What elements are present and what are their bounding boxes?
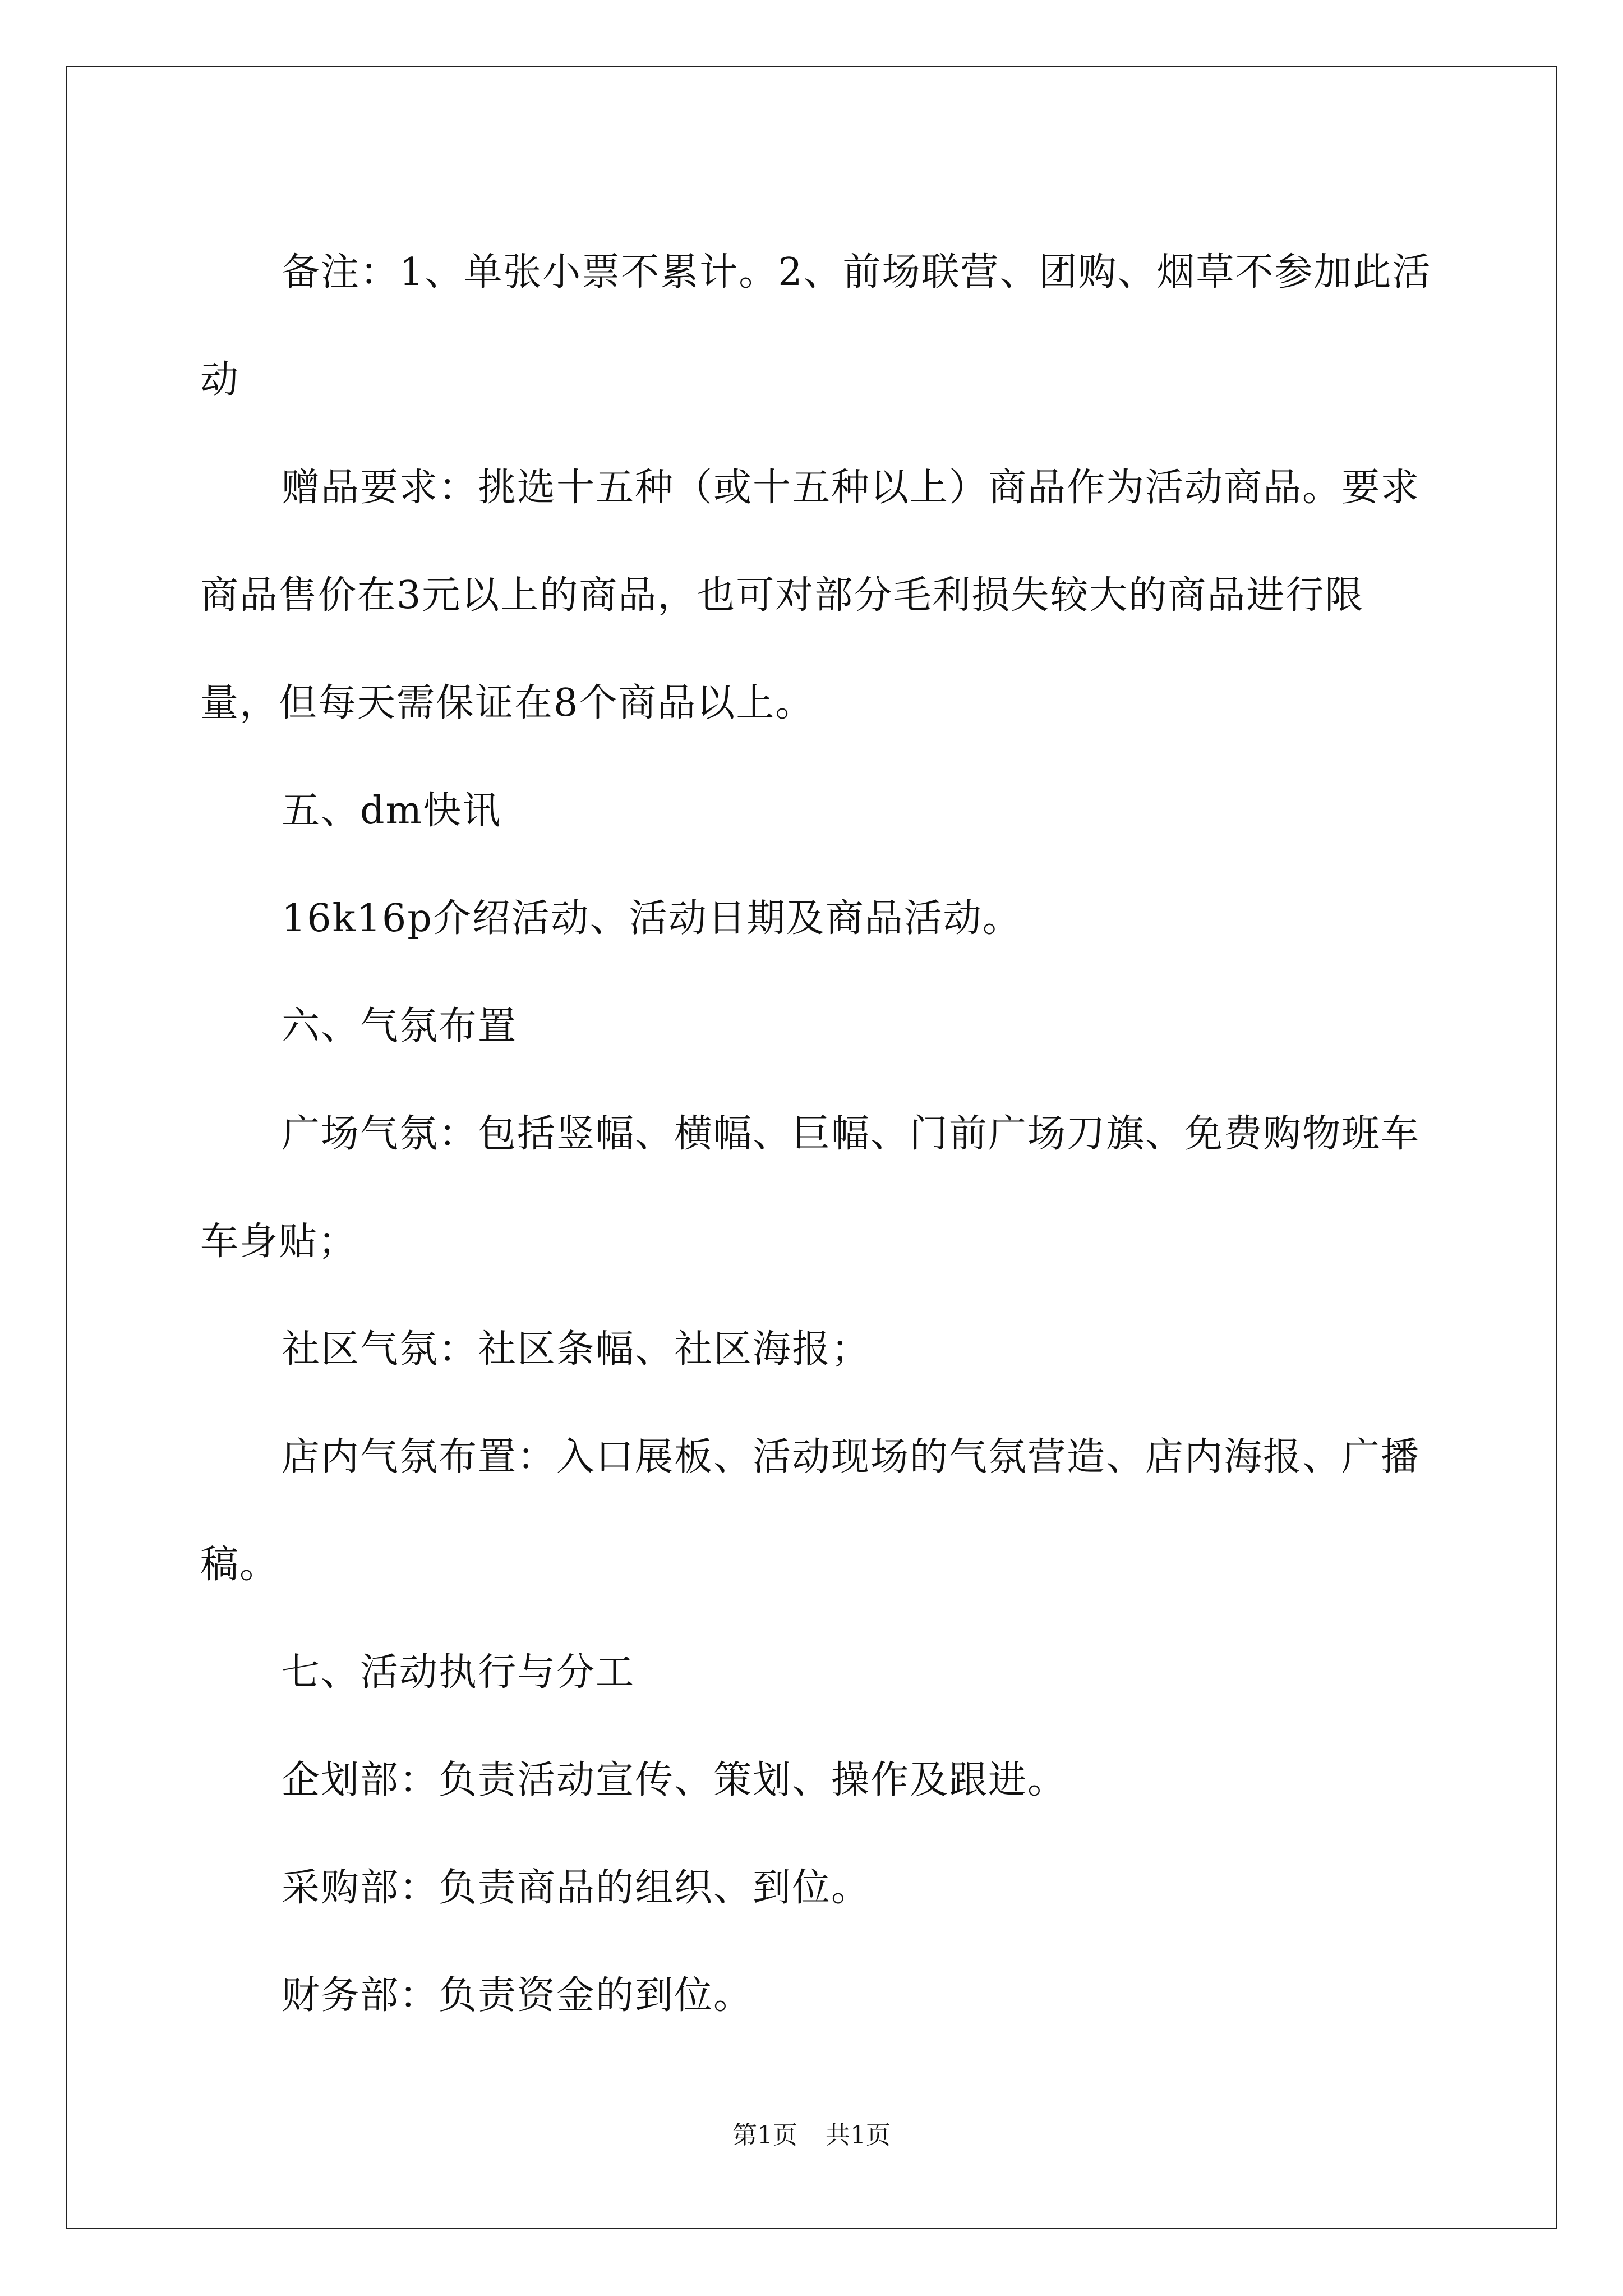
page-number-total: 共1页 (826, 2121, 891, 2150)
paragraph-store-atmosphere: 店内气氛布置：入口展板、活动现场的气氛营造、店内海报、广播稿。 (200, 1435, 1421, 1587)
page-footer (0, 2115, 1623, 2151)
paragraph-gift-requirements: 赠品要求：挑选十五种（或十五种以上）商品作为活动商品。要求商品售价在3元以上的商品，也可对部分毛利损失较大的商品进行限量，但每天需保证在8个商品以上。 (200, 466, 1421, 725)
paragraph-planning-dept: 企划部：负责活动宣传、策划、操作及跟进。 (282, 1758, 1067, 1802)
paragraph-community-atmosphere: 社区气氛：社区条幅、社区海报； (282, 1327, 871, 1372)
paragraph-dm-details: 16k16p介绍活动、活动日期及商品活动。 (282, 896, 1022, 941)
paragraph-remarks: 备注：1、单张小票不累计。2、前场联营、团购、烟草不参加此活动 (200, 250, 1432, 402)
paragraph-square-atmosphere: 广场气氛：包括竖幅、横幅、巨幅、门前广场刀旗、免费购物班车车身贴； (200, 1112, 1421, 1264)
paragraph-finance-dept: 财务部：负责资金的到位。 (282, 1973, 753, 2018)
page-number-current: 第1页 (732, 2121, 797, 2150)
section-heading-atmosphere: 六、气氛布置 (282, 1004, 518, 1048)
paragraph-purchasing-dept: 采购部：负责商品的组织、到位。 (282, 1866, 871, 1910)
section-heading-dm: 五、dm快讯 (282, 789, 502, 833)
document-body (200, 219, 1434, 2050)
section-heading-execution: 七、活动执行与分工 (282, 1650, 635, 1695)
